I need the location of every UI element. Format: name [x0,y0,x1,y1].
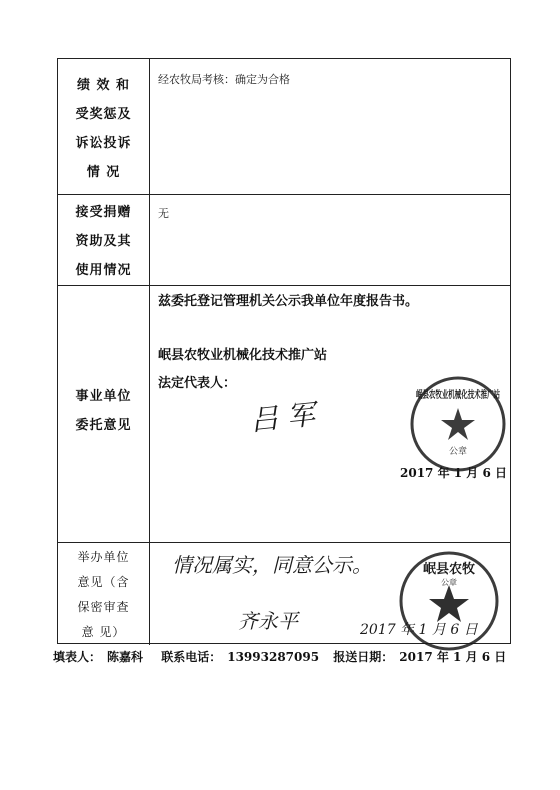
report-table [57,58,546,644]
label-line: 事业单位 [75,389,132,404]
label-line: 情 况 [86,165,121,180]
report-date: 2017 年 1 月 6 日 [399,650,507,664]
filler-label: 填表人： [53,650,102,664]
unit-seal [408,374,546,474]
filler-name: 陈嘉科 [107,650,144,664]
label-line: 委托意见 [75,418,132,433]
sponsor-seal-center: 公章 [441,578,457,587]
phone-label: 联系电话： [161,650,222,664]
date-label: 报送日期： [333,650,394,664]
donations-row [58,195,510,286]
label-line: 举办单位 [77,550,130,564]
label-line: 保密审查 [77,600,130,614]
phone-number: 13993287095 [227,650,320,664]
unit-opinion-label [58,286,150,542]
performance-label [58,59,150,194]
label-line: 意见（含 [77,575,130,589]
sponsor-date: 2017 年 1 月 6 日 [360,622,478,638]
label-line: 受奖惩及 [75,107,132,122]
performance-row [58,59,510,195]
label-line: 诉讼投诉 [75,136,132,151]
label-line: 资助及其 [75,234,132,249]
performance-content-cell [150,59,510,194]
sponsor-signature: 齐永平 [238,609,298,633]
sponsor-opinion-label [58,543,150,645]
unit-opinion-row [58,286,546,543]
unit-name: 岷县农牧业机械化技术推广站 [158,348,328,363]
sponsor-handwritten-opinion: 情况属实，同意公示。 [172,553,372,577]
label-line: 接受捐赠 [75,205,132,220]
label-line: 绩 效 和 [76,78,131,93]
unit-opinion-content-cell [150,286,546,542]
footer [53,648,512,665]
sponsor-seal-text: 岷县农牧 [422,562,476,577]
label-line: 意 见） [81,625,126,639]
unit-seal-text: 岷县农牧业机械化技术推广站 [416,390,546,401]
unit-seal-center: 公章 [448,447,468,457]
legal-rep-signature: 吕 军 [248,397,317,438]
legal-rep-label: 法定代表人： [158,376,237,391]
unit-statement: 兹委托登记管理机关公示我单位年度报告书。 [158,294,419,309]
sponsor-opinion-content-cell [150,543,510,645]
sponsor-opinion-row [58,543,510,645]
donations-content: 无 [158,207,169,220]
donations-content-cell [150,195,510,285]
performance-content: 经农牧局考核：确定为合格 [158,73,290,86]
donations-label [58,195,150,285]
label-line: 使用情况 [75,263,132,278]
sponsor-seal [394,543,504,643]
unit-date: 2017 年 1 月 6 日 [400,466,507,480]
